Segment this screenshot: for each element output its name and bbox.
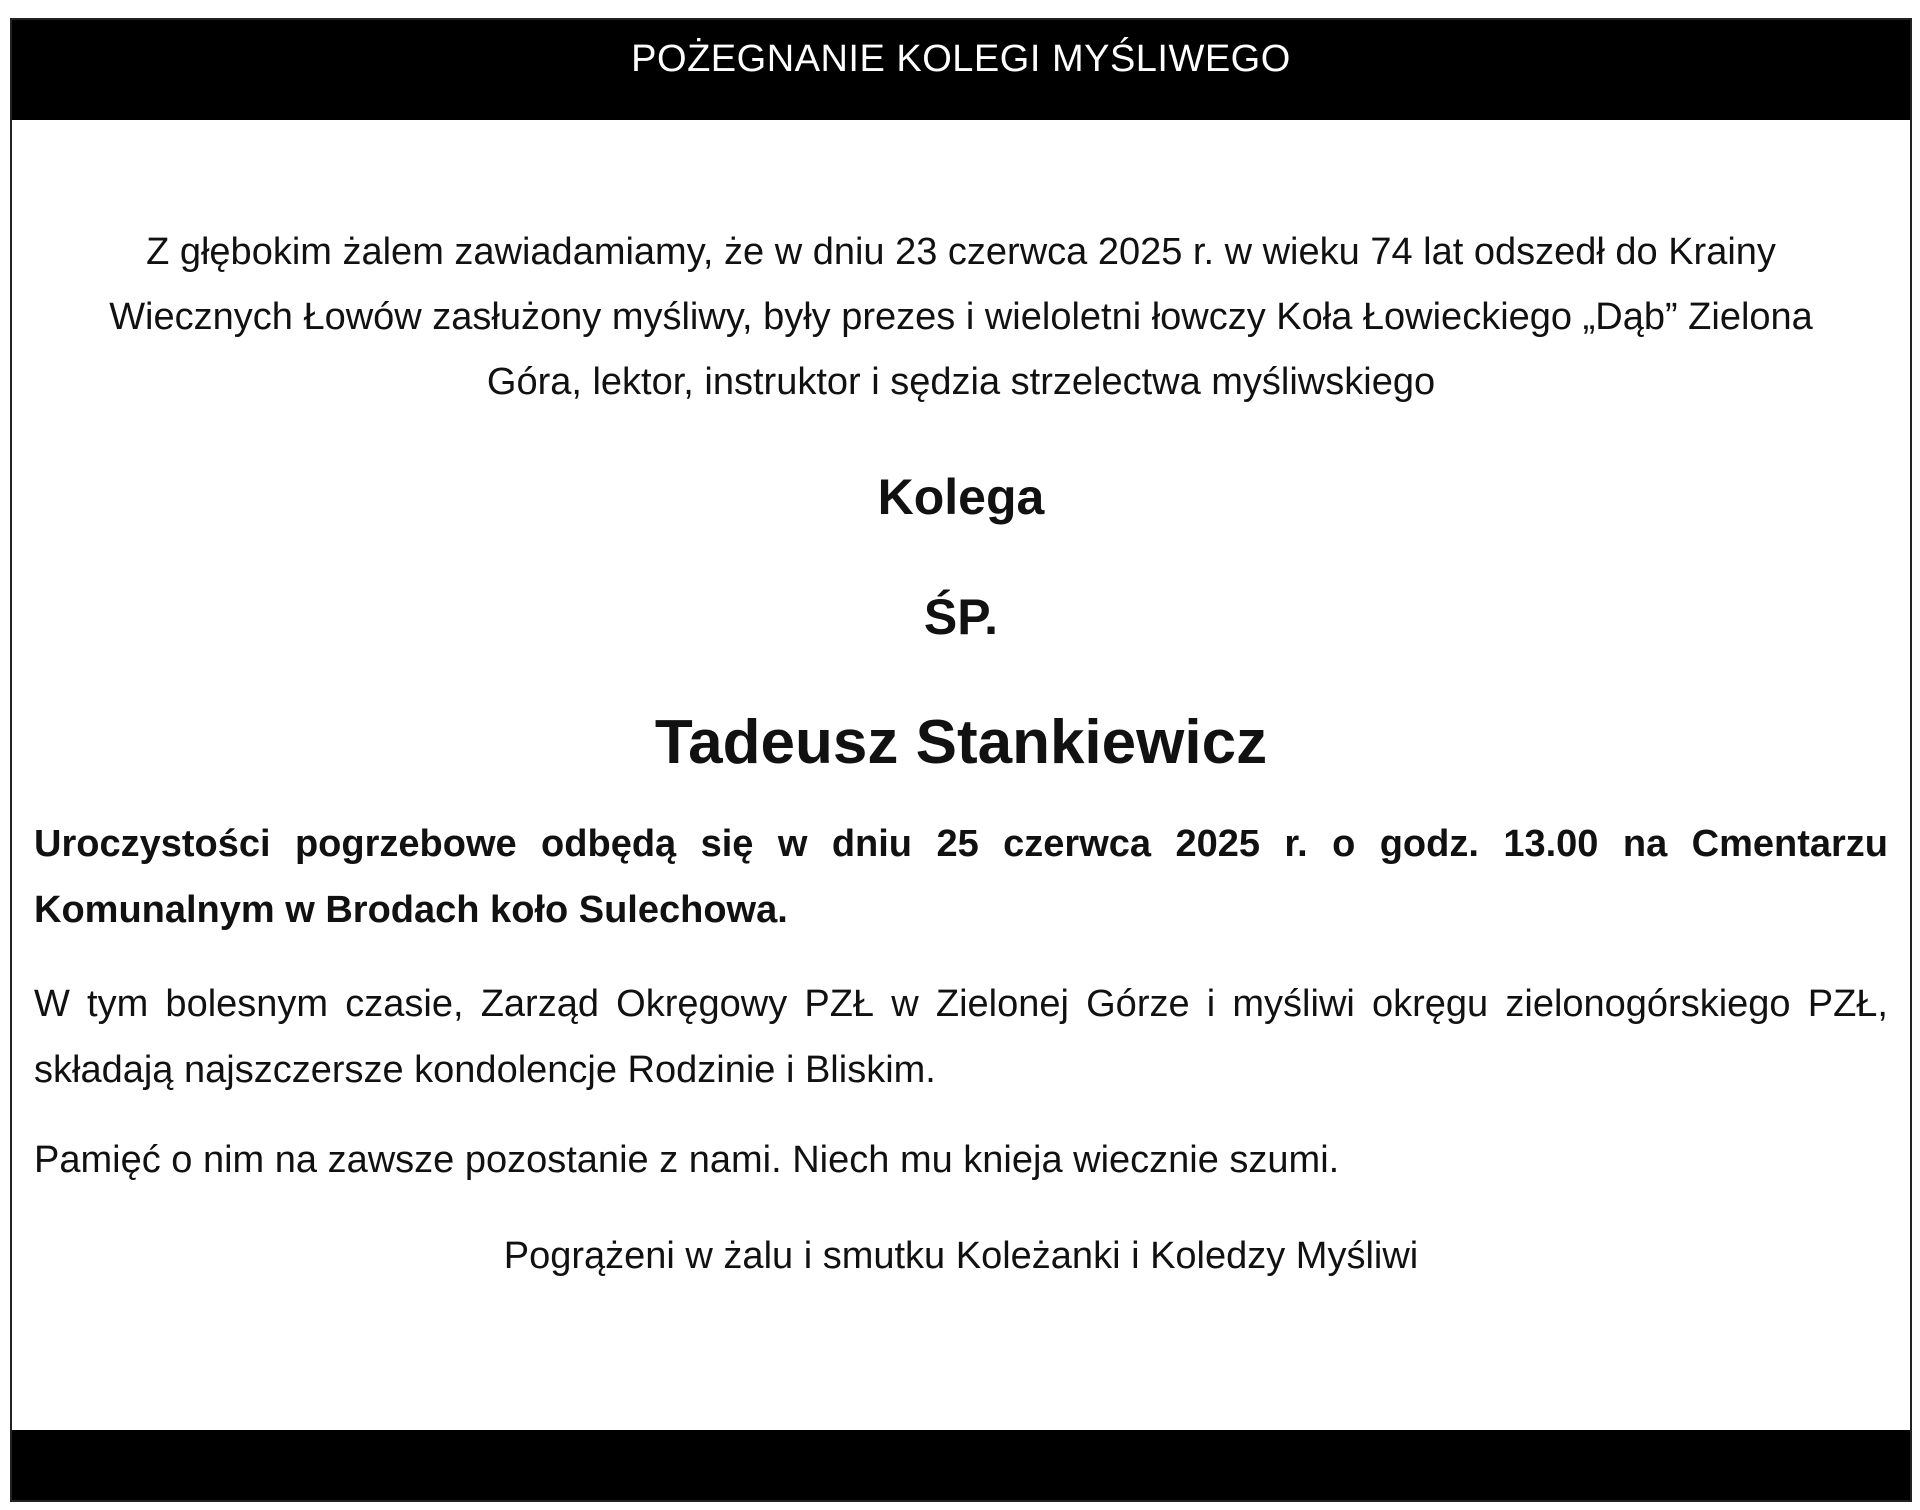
- funeral-info: Uroczystości pogrzebowe odbędą się w dniu 25 czerwca 2025 r. o godz. 13.00 na Cmentarzu Komunalnym w Brodach koło Sulechowa.: [34, 823, 1888, 931]
- sp-heading: ŚP.: [923, 589, 999, 645]
- signature-line: Pogrążeni w żalu i smutku Koleżanki i Koledzy Myśliwi: [503, 1235, 1419, 1277]
- intro-paragraph: Z głębokim żalem zawiadamiamy, że w dniu 23 czerwca 2025 r. w wieku 74 lat odszedł do Krainy Wiecznych Łowów zasłużony myśliwy, były prezes i wieloletni łowczy Koła Łowieckiego „Dąb” Zielona Góra, lektor, instruktor i sędzia strzelectwa myśliwskiego: [109, 231, 1813, 403]
- header-bar: [12, 20, 1910, 120]
- header-title: POŻEGNANIE KOLEGI MYŚLIWEGO: [631, 37, 1291, 80]
- kolega-heading: Kolega: [877, 469, 1045, 525]
- condolences-paragraph: W tym bolesnym czasie, Zarząd Okręgowy PZŁ w Zielonej Górze i myśliwi okręgu zielonogórskiego PZŁ, składają najszczersze kondolencje Rodzinie i Bliskim.: [34, 983, 1888, 1091]
- footer-bar: [12, 1430, 1910, 1500]
- deceased-name: Tadeusz Stankiewicz: [654, 708, 1268, 777]
- obituary-frame: [10, 18, 1912, 1502]
- obituary-content: [34, 220, 1888, 1289]
- memory-paragraph: Pamięć o nim na zawsze pozostanie z nami. Niech mu knieja wiecznie szumi.: [34, 1139, 1340, 1181]
